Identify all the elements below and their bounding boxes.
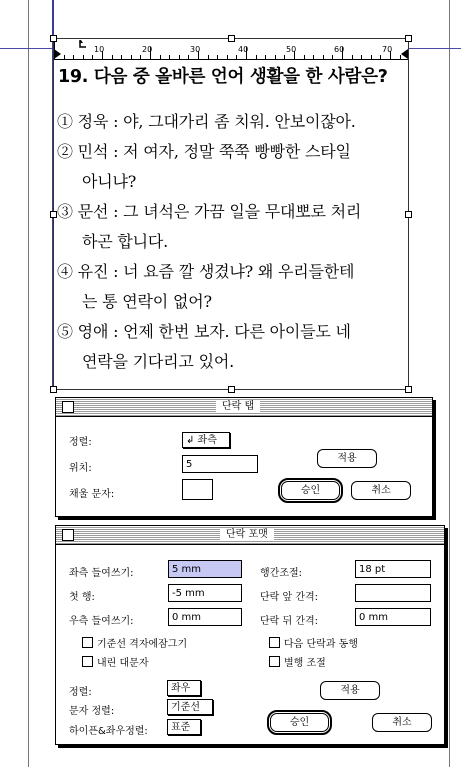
ruler-tick-label: 20 [142,45,153,54]
apply-button[interactable]: 적용 [317,449,377,468]
dialog-title: 단락 탭 [216,400,260,413]
right-indent-input[interactable]: 0 mm [168,608,242,626]
cancel-button[interactable]: 취소 [372,713,432,732]
dialog-title: 단락 포맷 [220,528,274,541]
option-line: ① 정욱 : 야, 그대가리 좀 치워. 안보이잖아. [57,112,356,131]
space-after-label: 단락 뒤 간격: [260,616,319,627]
leading-label: 행간조절: [260,568,303,579]
keep-with-next-label: 다음 단락과 동행 [284,639,358,650]
fill-char-label: 채울 문자: [69,489,115,500]
drop-cap-label: 내린 대문자 [97,658,149,669]
page-margin-guide-left [28,0,29,767]
space-after-input[interactable]: 0 mm [355,608,431,626]
option-line: 연락을 기다리고 있어. [82,352,234,371]
ruler-tick-label: 70 [382,45,393,54]
drop-cap-checkbox[interactable] [82,654,148,669]
cancel-button[interactable]: 취소 [351,481,411,500]
frame-handle[interactable] [405,211,412,218]
frame-handle[interactable] [50,386,57,393]
space-before-input[interactable] [355,584,431,602]
keep-lines-label: 별행 조절 [284,658,326,669]
option-line: ③ 문선 : 그 녀석은 가끔 일을 무대뽀로 처리 [57,202,362,221]
left-indent-input[interactable]: 5 mm [168,560,242,578]
left-indent-label: 좌측 들여쓰기: [69,568,134,579]
option-line: 아니냐? [82,172,137,191]
ruler-tick-label: 30 [190,45,201,54]
paragraph-format-dialog [55,525,445,745]
tab-position-label: 위치: [69,463,92,474]
frame-handle[interactable] [228,35,235,42]
dialog-title-bar[interactable] [56,398,432,417]
ok-button[interactable]: 승인 [281,481,340,500]
page-margin-guide-right [449,0,450,767]
option-line: ④ 유진 : 너 요즘 깔 생겼냐? 왜 우리들한테 [57,262,355,281]
dialog-title-bar[interactable] [56,526,444,545]
text-frame[interactable] [53,38,409,390]
ruler-tick-label: 40 [238,45,249,54]
question-heading: 19. 다음 중 올바른 언어 생활을 한 사람은? [58,67,388,87]
frame-handle[interactable] [228,386,235,393]
hyphenation-popup[interactable]: 표준 [167,719,201,735]
hyphenation-label: 하이픈&좌우정렬: [69,726,148,737]
tab-stop-marker-icon[interactable] [78,40,88,50]
first-line-input[interactable]: -5 mm [168,584,242,602]
tab-align-label: 정렬: [69,437,92,448]
close-box-icon[interactable] [62,401,74,413]
ruler-tick-label: 50 [286,45,297,54]
leading-input[interactable]: 18 pt [355,560,431,578]
space-before-label: 단락 앞 간격: [260,592,319,603]
lock-to-grid-label: 기준선 격자에잠그기 [97,639,188,650]
frame-handle[interactable] [405,35,412,42]
paragraph-tabs-dialog [55,397,433,517]
option-line: ② 민석 : 저 여자, 정말 쭉쭉 빵빵한 스타일 [57,142,351,161]
keep-with-next-checkbox[interactable] [269,635,358,650]
option-line: 는 통 연락이 없어? [82,292,212,311]
frame-handle[interactable] [405,386,412,393]
left-indent-marker-icon[interactable] [54,49,62,59]
alignment-popup[interactable]: 좌우 [167,680,201,696]
tab-ruler[interactable] [54,39,408,60]
char-align-popup[interactable]: 기준선 [167,699,213,715]
frame-handle[interactable] [50,211,57,218]
tab-align-popup[interactable]: ↲ 좌측 [182,432,230,448]
char-align-label: 문자 정렬: [69,706,115,717]
tab-position-input[interactable]: 5 [182,455,258,473]
right-indent-label: 우측 들여쓰기: [69,616,134,627]
option-line: 하곤 합니다. [82,232,169,251]
option-line: ⑤ 영애 : 언제 한번 보자. 다른 아이들도 네 [57,322,351,341]
alignment-label: 정렬: [69,687,92,698]
lock-to-grid-checkbox[interactable] [82,635,187,650]
frame-handle[interactable] [50,35,57,42]
keep-lines-checkbox[interactable] [269,654,326,669]
ruler-tick-label: 60 [334,45,345,54]
ok-button[interactable]: 승인 [270,713,329,732]
close-box-icon[interactable] [62,529,74,541]
fill-char-input[interactable] [182,479,213,500]
right-indent-marker-icon[interactable] [400,49,408,59]
ruler-tick-label: 10 [94,45,105,54]
first-line-label: 첫 행: [69,592,95,603]
apply-button[interactable]: 적용 [320,681,380,700]
